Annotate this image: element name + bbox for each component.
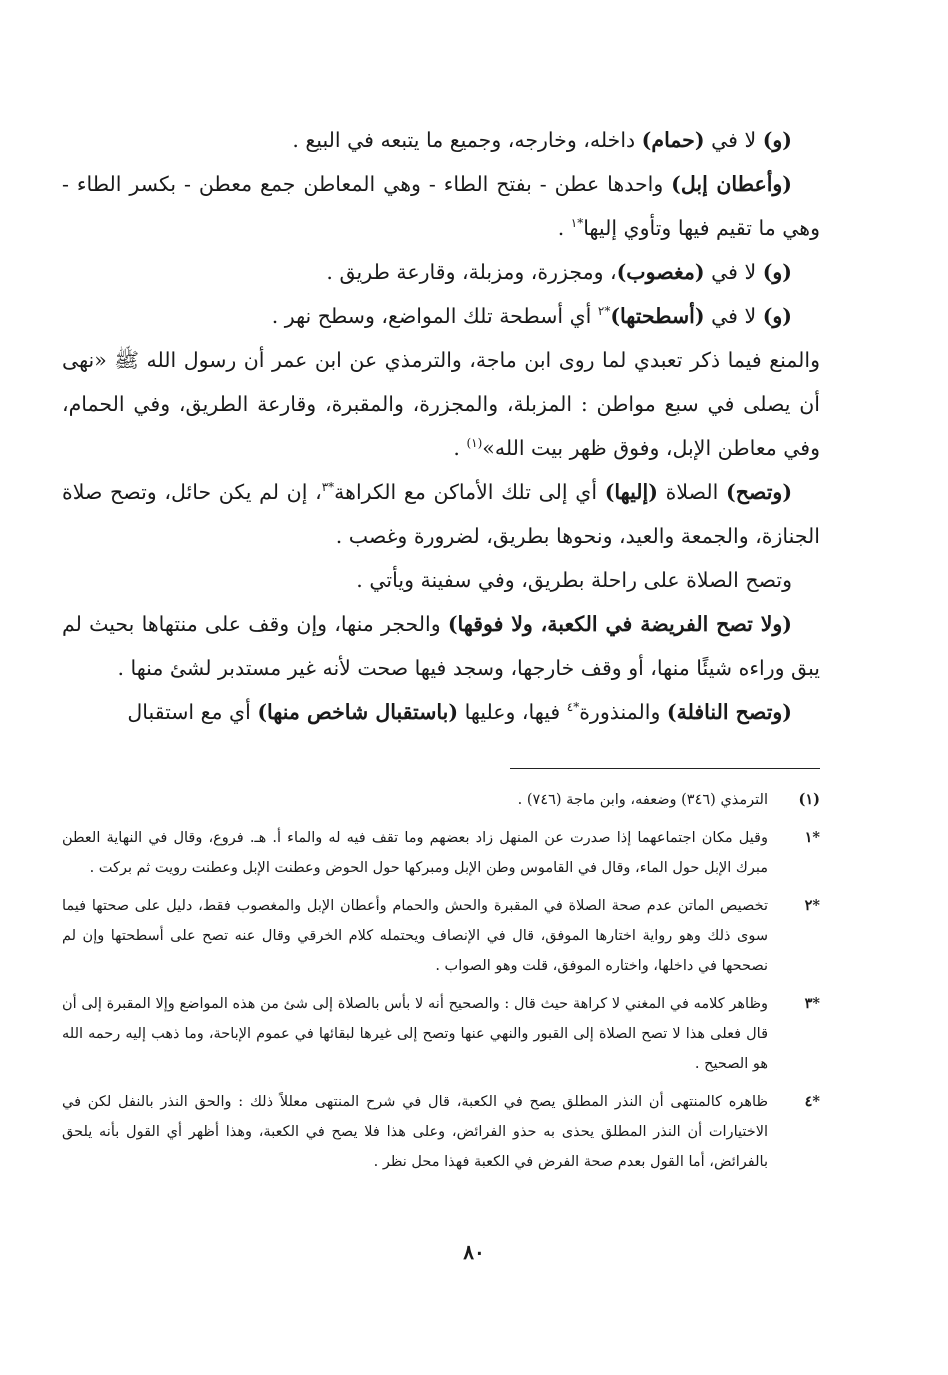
footnote-ref[interactable]: *٤: [566, 700, 580, 715]
footnote-mark: *١: [804, 829, 820, 846]
bold-term: (مغصوب): [616, 260, 705, 284]
footnotes: [62, 785, 820, 1185]
footnote-text: تخصيص الماتن عدم صحة الصلاة في المقبرة والحش والحمام وأعطان الإبل والمغصوب فقط، دليل على صحتها فيما سوى ذلك وهو رواية اختارها الموفق، قال في الإنصاف ويحتمله كلام الخرقي وقال عنه تصح على أسطحتها وإن لم نصححها في داخلها، واختاره الموفق، قلت وهو الصواب .: [62, 898, 768, 974]
bold-term: (أسطحتها): [610, 304, 705, 328]
bold-term: (و): [762, 128, 792, 152]
footnote-mark: *٣: [804, 995, 820, 1012]
footnote-item: [62, 785, 820, 815]
footnote-ref[interactable]: (١): [466, 436, 483, 451]
paragraph-3: (و) لا في (مغصوب)، ومجزرة، ومزبلة، وقارعة طريق .: [326, 260, 792, 284]
footnote-item: [62, 823, 820, 883]
paragraph-5: والمنع فيما ذكر تعبدي لما روى ابن ماجة، والترمذي عن ابن عمر أن رسول الله ﷺ «نهى أن يصلى في سبع مواطن : المزبلة، والمجزرة، والمقبرة، وقارعة الطريق، وفي الحمام، وفي معاطن الإبل، وفوق ظهر بيت الله»$^{(١)}$ .: [62, 348, 820, 460]
bold-term: (ولا تصح الفريضة في الكعبة، ولا فوقها): [447, 612, 792, 636]
footnote-text: الترمذي (٣٤٦) وضعفه، وابن ماجة (٧٤٦) .: [517, 792, 768, 808]
bold-term: (إليها): [604, 480, 658, 504]
bold-term: (باستقبال شاخص منها): [257, 700, 459, 724]
footnote-divider: [510, 768, 820, 769]
page-number: ٨٠: [463, 1240, 485, 1264]
footnote-text: ظاهره كالمنتهى أن النذر المطلق يصح في الكعبة، قال في شرح المنتهى معللاً ذلك : والحق النذر بالنفل لكن في الاختيارات أن النذر المطلق يحذى به حذو الفرائض، وعلى هذا فلا يصح في الكعبة، وهذا أظهر أي القول بأنه يلحق بالفرائض، أما القول بعدم صحة الفرض في الكعبة فهذا محل نظر .: [62, 1094, 768, 1170]
paragraph-6: (وتصح) الصلاة (إليها) أي إلى تلك الأماكن مع الكراهة$^{*٣}$، إن لم يكن حائل، وتصح صلاة الجنازة، والجمعة والعيد، ونحوها بطريق، لضرورة وغصب .: [62, 480, 820, 548]
paragraph-8: (ولا تصح الفريضة في الكعبة، ولا فوقها) والحجر منها، وإن وقف على منتهاها بحيث لم يبق وراءه شيئًا منها، أو وقف خارجها، وسجد فيها صحت لأنه غير مستدبر لشئ منها .: [62, 612, 820, 680]
footnote-text: وقيل مكان اجتماعهما إذا صدرت عن المنهل زاد بعضهم وما تقف فيه له والماء أ. هـ. فروع، وقال في النهاية العطن مبرك الإبل حول الماء، وقال في القاموس وطن الإبل ومبركها حول الحوض وعطنت الإبل وعطنت رويت ثم بركت .: [62, 830, 768, 876]
footnote-ref[interactable]: *١: [570, 216, 584, 231]
footnote-ref[interactable]: *٢: [597, 304, 611, 319]
bold-term: (وتصح): [726, 480, 793, 504]
footnote-item: [62, 1087, 820, 1177]
footnote-item: [62, 989, 820, 1079]
footnote-item: [62, 891, 820, 981]
paragraph-2: (وأعطان إبل) واحدها عطن - بفتح الطاء - وهي المعاطن جمع معطن - بكسر الطاء - وهي ما تقيم فيها وتأوي إليها$^{*١}$ .: [62, 172, 820, 240]
bold-term: (و): [762, 260, 792, 284]
paragraph-7: وتصح الصلاة على راحلة بطريق، وفي سفينة ويأتي .: [356, 568, 792, 592]
paragraph-4: (و) لا في (أسطحتها)$^{*٢}$ أي أسطحة تلك المواضع، وسطح نهر .: [271, 304, 792, 328]
bold-term: (و): [762, 304, 792, 328]
paragraph-9: (وتصح النافلة) والمنذورة$^{*٤}$ فيها، وعليها (باستقبال شاخص منها) أي مع استقبال: [127, 700, 792, 724]
footnote-ref[interactable]: *٣: [321, 480, 335, 495]
footnote-mark: *٤: [804, 1093, 820, 1110]
footnote-text: وظاهر كلامه في المغني لا كراهة حيث قال : والصحيح أنه لا بأس بالصلاة إلى شئ من هذه المواضع وإلا المقبرة إلى أن قال فعلى هذا لا تصح الصلاة إلى القبور والنهي عنها وتصح إلى غيرها لبقائها في عموم الإباحة، وما ذهب إليه رحمه الله هو الصحيح .: [62, 996, 768, 1072]
footnote-mark: *٢: [804, 897, 820, 914]
main-text: [62, 118, 820, 734]
bold-term: (حمام): [641, 128, 705, 152]
bold-term: (وأعطان إبل): [671, 172, 792, 196]
bold-term: (وتصح النافلة): [666, 700, 792, 724]
footnote-mark: (١): [798, 791, 820, 808]
paragraph-1: (و) لا في (حمام) داخله، وخارجه، وجميع ما يتبعه في البيع .: [292, 128, 792, 152]
